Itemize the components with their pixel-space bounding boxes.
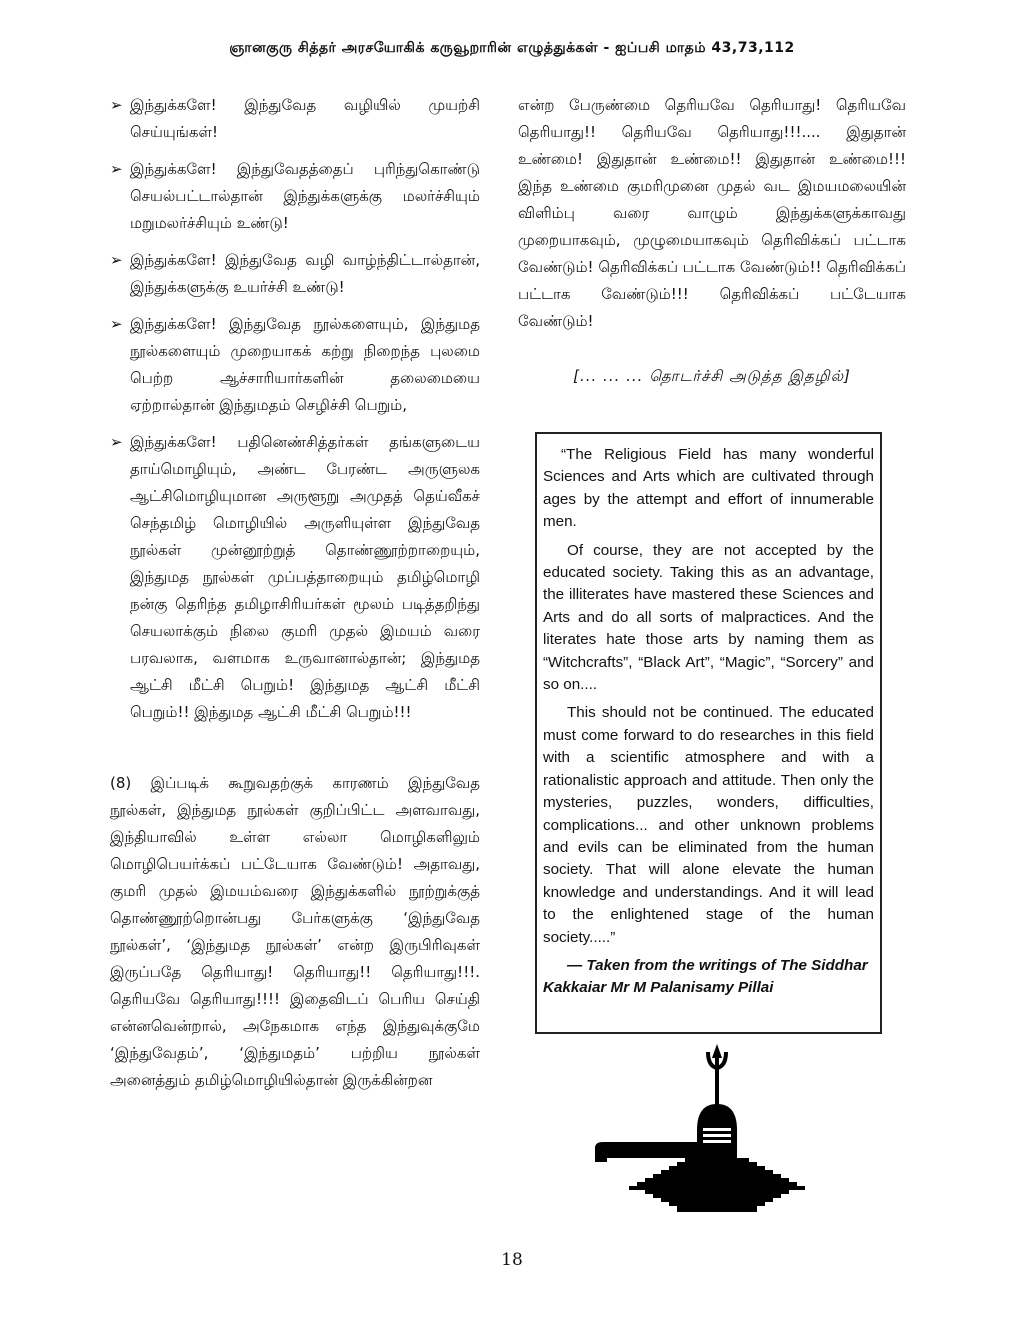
list-item xyxy=(110,247,480,301)
arrow-bullet-icon: ➢ xyxy=(110,160,123,178)
list-item xyxy=(110,92,480,146)
right-paragraph: என்ற பேருண்மை தெரியவே தெரியாது! தெரியவே தெரியாது!! தெரியவே தெரியாது!!!.... இதுதான் உண்மை! இதுதான் உண்மை!! இதுதான் உண்மை!!! இந்த உண்மை குமரிமுனை முதல் வட இமயமலையின் விளிம்பு வரை வாழும் இந்துக்களுக்காவது முறையாகவும், முழுமையாகவும் தெரிவிக்கப் பட்டாக வேண்டும்! தெரிவிக்கப் பட்டாக வேண்டும்!! தெரிவிக்கப் பட்டாக வேண்டும்!!! தெரிவிக்கப் பட்டேயாக வேண்டும்! xyxy=(518,96,907,330)
quote-paragraph: “The Religious Field has many wonderful Sciences and Arts which are cultivated through ages by the attempt and effort of innumerable men. xyxy=(543,446,874,531)
continued-note: [... ... ... தொடர்ச்சி அடுத்த இதழில்] xyxy=(573,367,851,385)
page-header: ஞானகுரு சித்தர் அரசயோகிக் கருவூறாரின் எழுத்துக்கள் - ஐப்பசி மாதம் 43,73,112 xyxy=(229,40,795,56)
bullet-text: இந்துக்களே! இந்துவேதத்தைப் புரிந்துகொண்டு செயல்பட்டால்தான் இந்துக்களுக்கு மலர்ச்சியும் மறுமலர்ச்சியும் உண்டு! xyxy=(130,160,480,232)
bullet-text: இந்துக்களே! இந்துவேத நூல்களையும், இந்துமத நூல்களையும் முறையாகக் கற்று நிறைந்த புலமை பெற்ற ஆச்சாரியார்களின் தலைமையை ஏற்றால்தான் இந்துமதம் செழிச்சி பெறும், xyxy=(130,315,480,414)
list-item xyxy=(110,311,480,419)
bullet-text: இந்துக்களே! இந்துவேத வழியில் முயற்சி செய்யுங்கள்! xyxy=(130,96,480,141)
bullet-text: இந்துக்களே! இந்துவேத வழி வாழ்ந்திட்டால்தான், இந்துக்களுக்கு உயர்ச்சி உண்டு! xyxy=(130,251,480,296)
quote-box xyxy=(535,432,882,1034)
arrow-bullet-icon: ➢ xyxy=(110,315,123,333)
quote-paragraph: Of course, they are not accepted by the educated society. Taking this as an advantage, the illiterates have mastered these Sciences and Arts and do all sorts of malpractices. And the literates hate those arts by naming them as “Witchcrafts”, “Black Art”, “Magic”, “Sorcery” and so on.... xyxy=(543,541,874,694)
bullet-text: இந்துக்களே! பதினெண்சித்தர்கள் தங்களுடைய தாய்மொழியும், அண்ட பேரண்ட அருளுலக ஆட்சிமொழியுமான அருளூறு அமுதத் தெய்வீகச் செந்தமிழ் மொழியில் அருளியுள்ள இந்துவேத நூல்கள் முன்னூற்றுத் தொண்ணூற்றாறையும், இந்துமத நூல்கள் முப்பத்தாறையும் தமிழ்மொழி நன்கு தெரிந்த தமிழாசிரியர்கள் மூலம் படித்தறிந்து செயலாக்கும் நிலை குமரி முதல் இமயம் வரை பரவலாக, வளமாக உருவானால்தான்; இந்துமத ஆட்சி மீட்சி பெறும்! இந்துமத ஆட்சி மீட்சி பெறும்!! இந்துமத ஆட்சி மீட்சி பெறும்!!! xyxy=(130,433,480,721)
page-number: 18 xyxy=(501,1250,523,1270)
list-item xyxy=(110,429,480,726)
left-column xyxy=(110,92,480,1094)
quote-paragraph: This should not be continued. The educated must come forward to do researches in this field with a scientific atmosphere and with a rationalistic approach and attitude. Then only the mysteries, puzzles, wonders, difficulties, complications... and other unknown problems and evils can be eliminated from the human society. That will alone elevate the human knowledge and understandings. And it will lead to the enlightened stage of the human society.....” xyxy=(543,704,874,946)
arrow-bullet-icon: ➢ xyxy=(110,433,123,451)
arrow-bullet-icon: ➢ xyxy=(110,96,123,114)
arrow-bullet-icon: ➢ xyxy=(110,251,123,269)
right-column xyxy=(518,92,906,390)
paragraph-8: (8) இப்படிக் கூறுவதற்குக் காரணம் இந்துவேத நூல்கள், இந்துமத நூல்கள் குறிப்பிட்ட அளவாவது, இந்தியாவில் உள்ள எல்லா மொழிகளிலும் மொழிபெயர்க்கப் பட்டேயாக வேண்டும்! அதாவது, குமரி முதல் இமயம்வரை இந்துக்களில் நூற்றுக்குத் தொண்ணூற்றொன்பது பேர்களுக்கு ‘இந்துவேத நூல்கள்’, ‘இந்துமத நூல்கள்’ என்ற இருபிரிவுகள் இருப்பதே தெரியாது! தெரியாது!! தெரியாது!!!. தெரியவே தெரியாது!!!! இதைவிடப் பெரிய செய்தி என்னவென்றால், அநேகமாக எந்த இந்துவுக்குமே ‘இந்துவேதம்’, ‘இந்துமதம்’ பற்றிய நூல்கள் அனைத்தும் தமிழ்மொழியில்தான் இருக்கின்றன xyxy=(110,774,480,1089)
list-item xyxy=(110,156,480,237)
quote-attribution: — Taken from the writings of The Siddhar Kakkaiar Mr M Palanisamy Pillai xyxy=(543,956,868,997)
shiva-lingam-trident-icon xyxy=(585,1044,820,1214)
